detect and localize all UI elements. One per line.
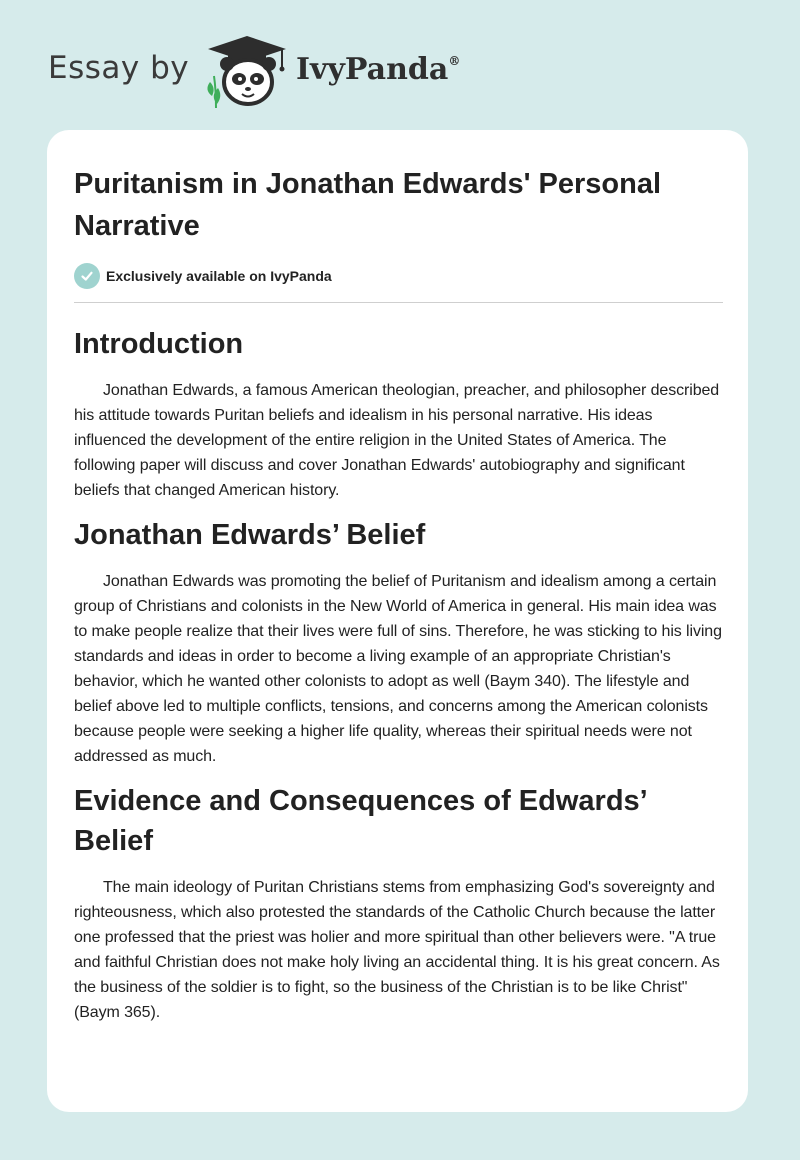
- section-heading: Evidence and Consequences of Edwards’ Belief: [74, 785, 647, 857]
- section-heading: Introduction: [74, 328, 244, 360]
- section-edwards-belief: [74, 515, 726, 769]
- section-evidence-consequences: [74, 781, 726, 1025]
- panda-graduate-icon: [202, 30, 292, 110]
- essay-by-label: Essay by: [48, 50, 190, 86]
- section-paragraph: Jonathan Edwards, a famous American theologian, preacher, and philosopher described his attitude towards Puritan beliefs and idealism in his personal narrative. His ideas influenced the development of the entire religion in the United States of America. The following paper will discuss and cover Jonathan Edwards' autobiography and significant beliefs that changed American history.: [74, 382, 720, 499]
- section-paragraph: Jonathan Edwards was promoting the belief of Puritanism and idealism among a certain group of Christians and colonists in the New World of America in general. His main idea was to make people realize that their lives were full of sins. Therefore, he was sticking to his living standards and ideas in order to become a living example of an appropriate Christian's behavior, which he wanted other colonists to adopt as well (Baym 340). The lifestyle and belief above led to multiple conflicts, tensions, and concerns among the American colonists because people were seeking a higher life quality, whereas their spiritual needs were not addressed as much.: [74, 573, 722, 765]
- check-circle-icon: [74, 263, 100, 289]
- title-divider: [74, 302, 723, 303]
- brand-name[interactable]: IvyPanda®: [296, 52, 461, 87]
- site-header: [48, 30, 508, 110]
- exclusive-badge-label: Exclusively available on IvyPanda: [106, 268, 332, 284]
- section-paragraph: The main ideology of Puritan Christians stems from emphasizing God's sovereignty and righteousness, which also protested the standards of the Catholic Church because the latter one professed that the priest was holier and more spiritual than other believers were. "A true and faithful Christian does not make holy living an accidental thing. It is his great concern. As the business of the soldier is to fight, so the business of the Christian is to be like Christ" (Baym 365).: [74, 879, 720, 1021]
- essay-body: [74, 324, 726, 1037]
- section-introduction: [74, 324, 726, 503]
- exclusive-badge: [74, 263, 332, 289]
- essay-card: [47, 130, 748, 1112]
- registered-mark: ®: [448, 54, 461, 68]
- section-heading: Jonathan Edwards’ Belief: [74, 519, 426, 551]
- page-title: Puritanism in Jonathan Edwards' Personal Narrative: [74, 168, 662, 242]
